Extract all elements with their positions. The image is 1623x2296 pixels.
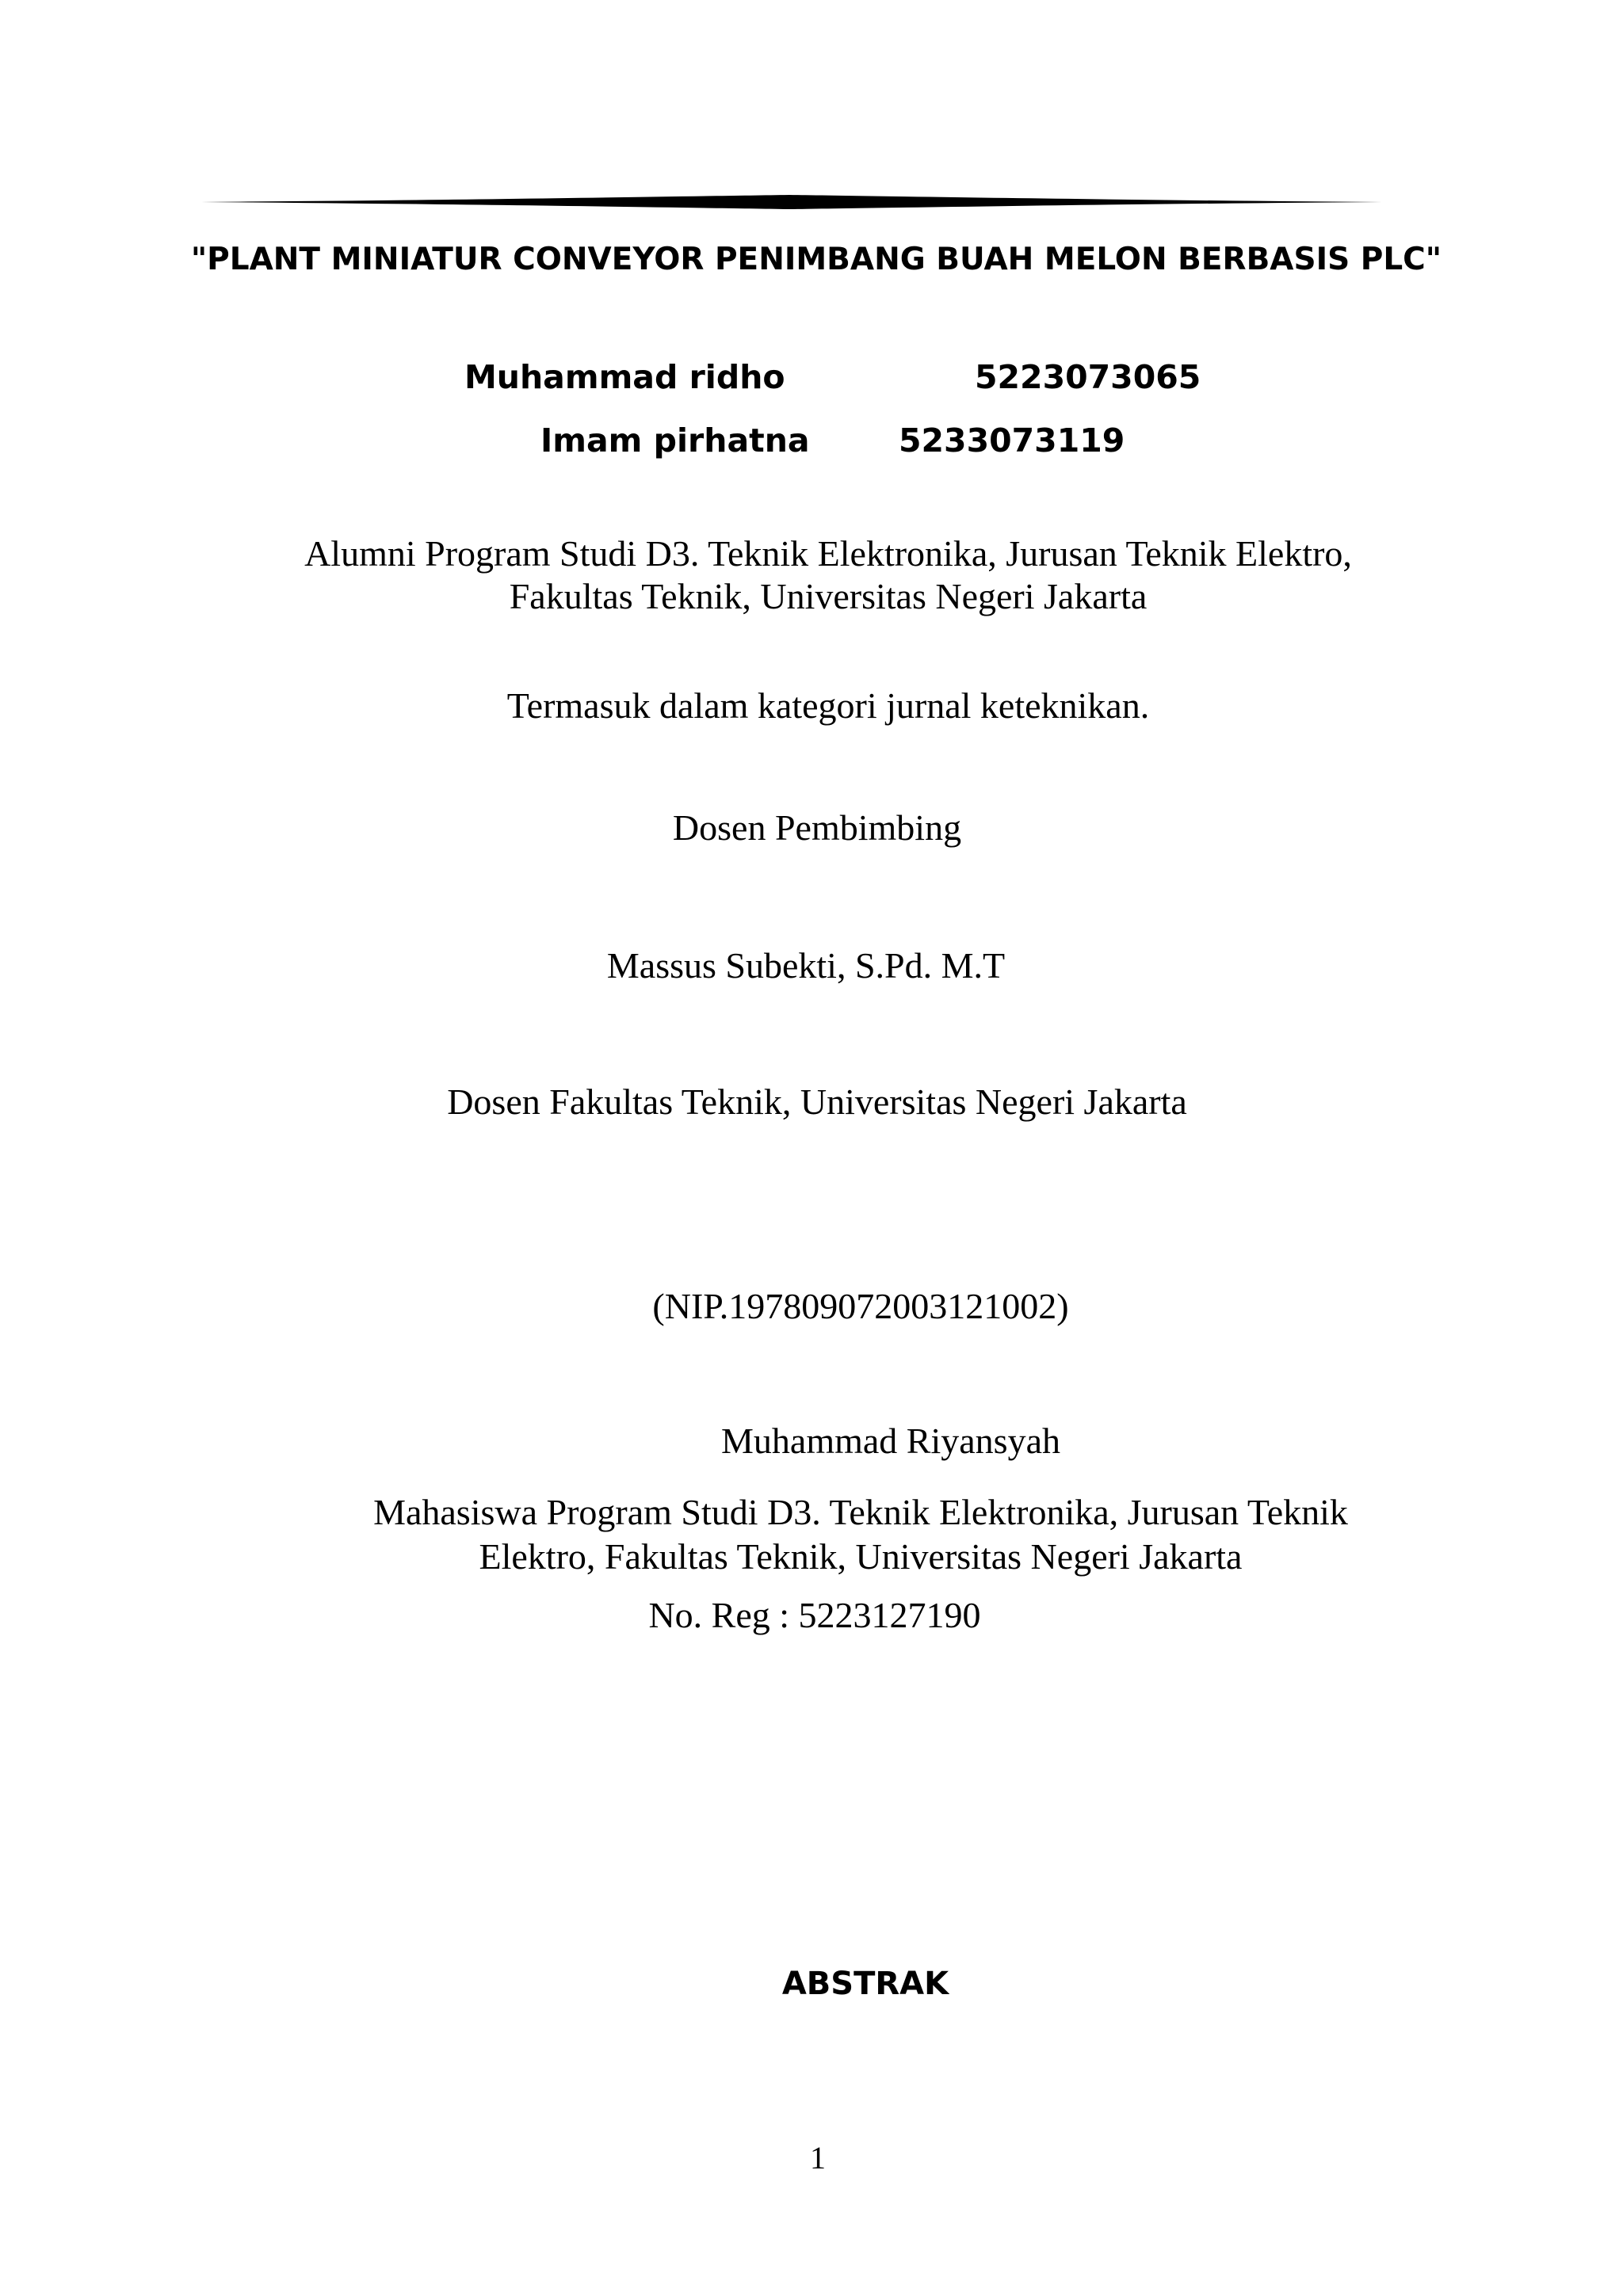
supervisor-affiliation: Dosen Fakultas Teknik, Universitas Negeri Jakarta [447, 1081, 1187, 1122]
student-affiliation-line: Elektro, Fakultas Teknik, Universitas Negeri Jakarta [479, 1536, 1243, 1577]
page-number: 1 [810, 2140, 826, 2176]
abstract-heading: ABSTRAK [781, 1966, 949, 2002]
author-name: Muhammad ridho [464, 358, 785, 396]
student-registration-number: No. Reg : 5223127190 [648, 1595, 981, 1635]
student-affiliation-line: Mahasiswa Program Studi D3. Teknik Elektronika, Jurusan Teknik [373, 1492, 1348, 1532]
author-name: Imam pirhatna [540, 421, 810, 460]
author-id: 5233073119 [899, 421, 1125, 460]
document-title: "PLANT MINIATUR CONVEYOR PENIMBANG BUAH MELON BERBASIS PLC" [190, 242, 1442, 277]
supervisor-nip: (NIP.197809072003121002) [652, 1286, 1069, 1326]
journal-category: Termasuk dalam kategori jurnal keteknikan. [506, 685, 1150, 726]
author-id: 5223073065 [975, 358, 1201, 396]
author-affiliation-line: Alumni Program Studi D3. Teknik Elektronika, Jurusan Teknik Elektro, [304, 533, 1352, 574]
author-affiliation-line: Fakultas Teknik, Universitas Negeri Jakarta [509, 576, 1148, 616]
supervisor-heading: Dosen Pembimbing [672, 807, 962, 848]
student-name: Muhammad Riyansyah [721, 1421, 1060, 1461]
decorative-divider [197, 190, 1382, 214]
supervisor-name: Massus Subekti, S.Pd. M.T [606, 945, 1006, 986]
